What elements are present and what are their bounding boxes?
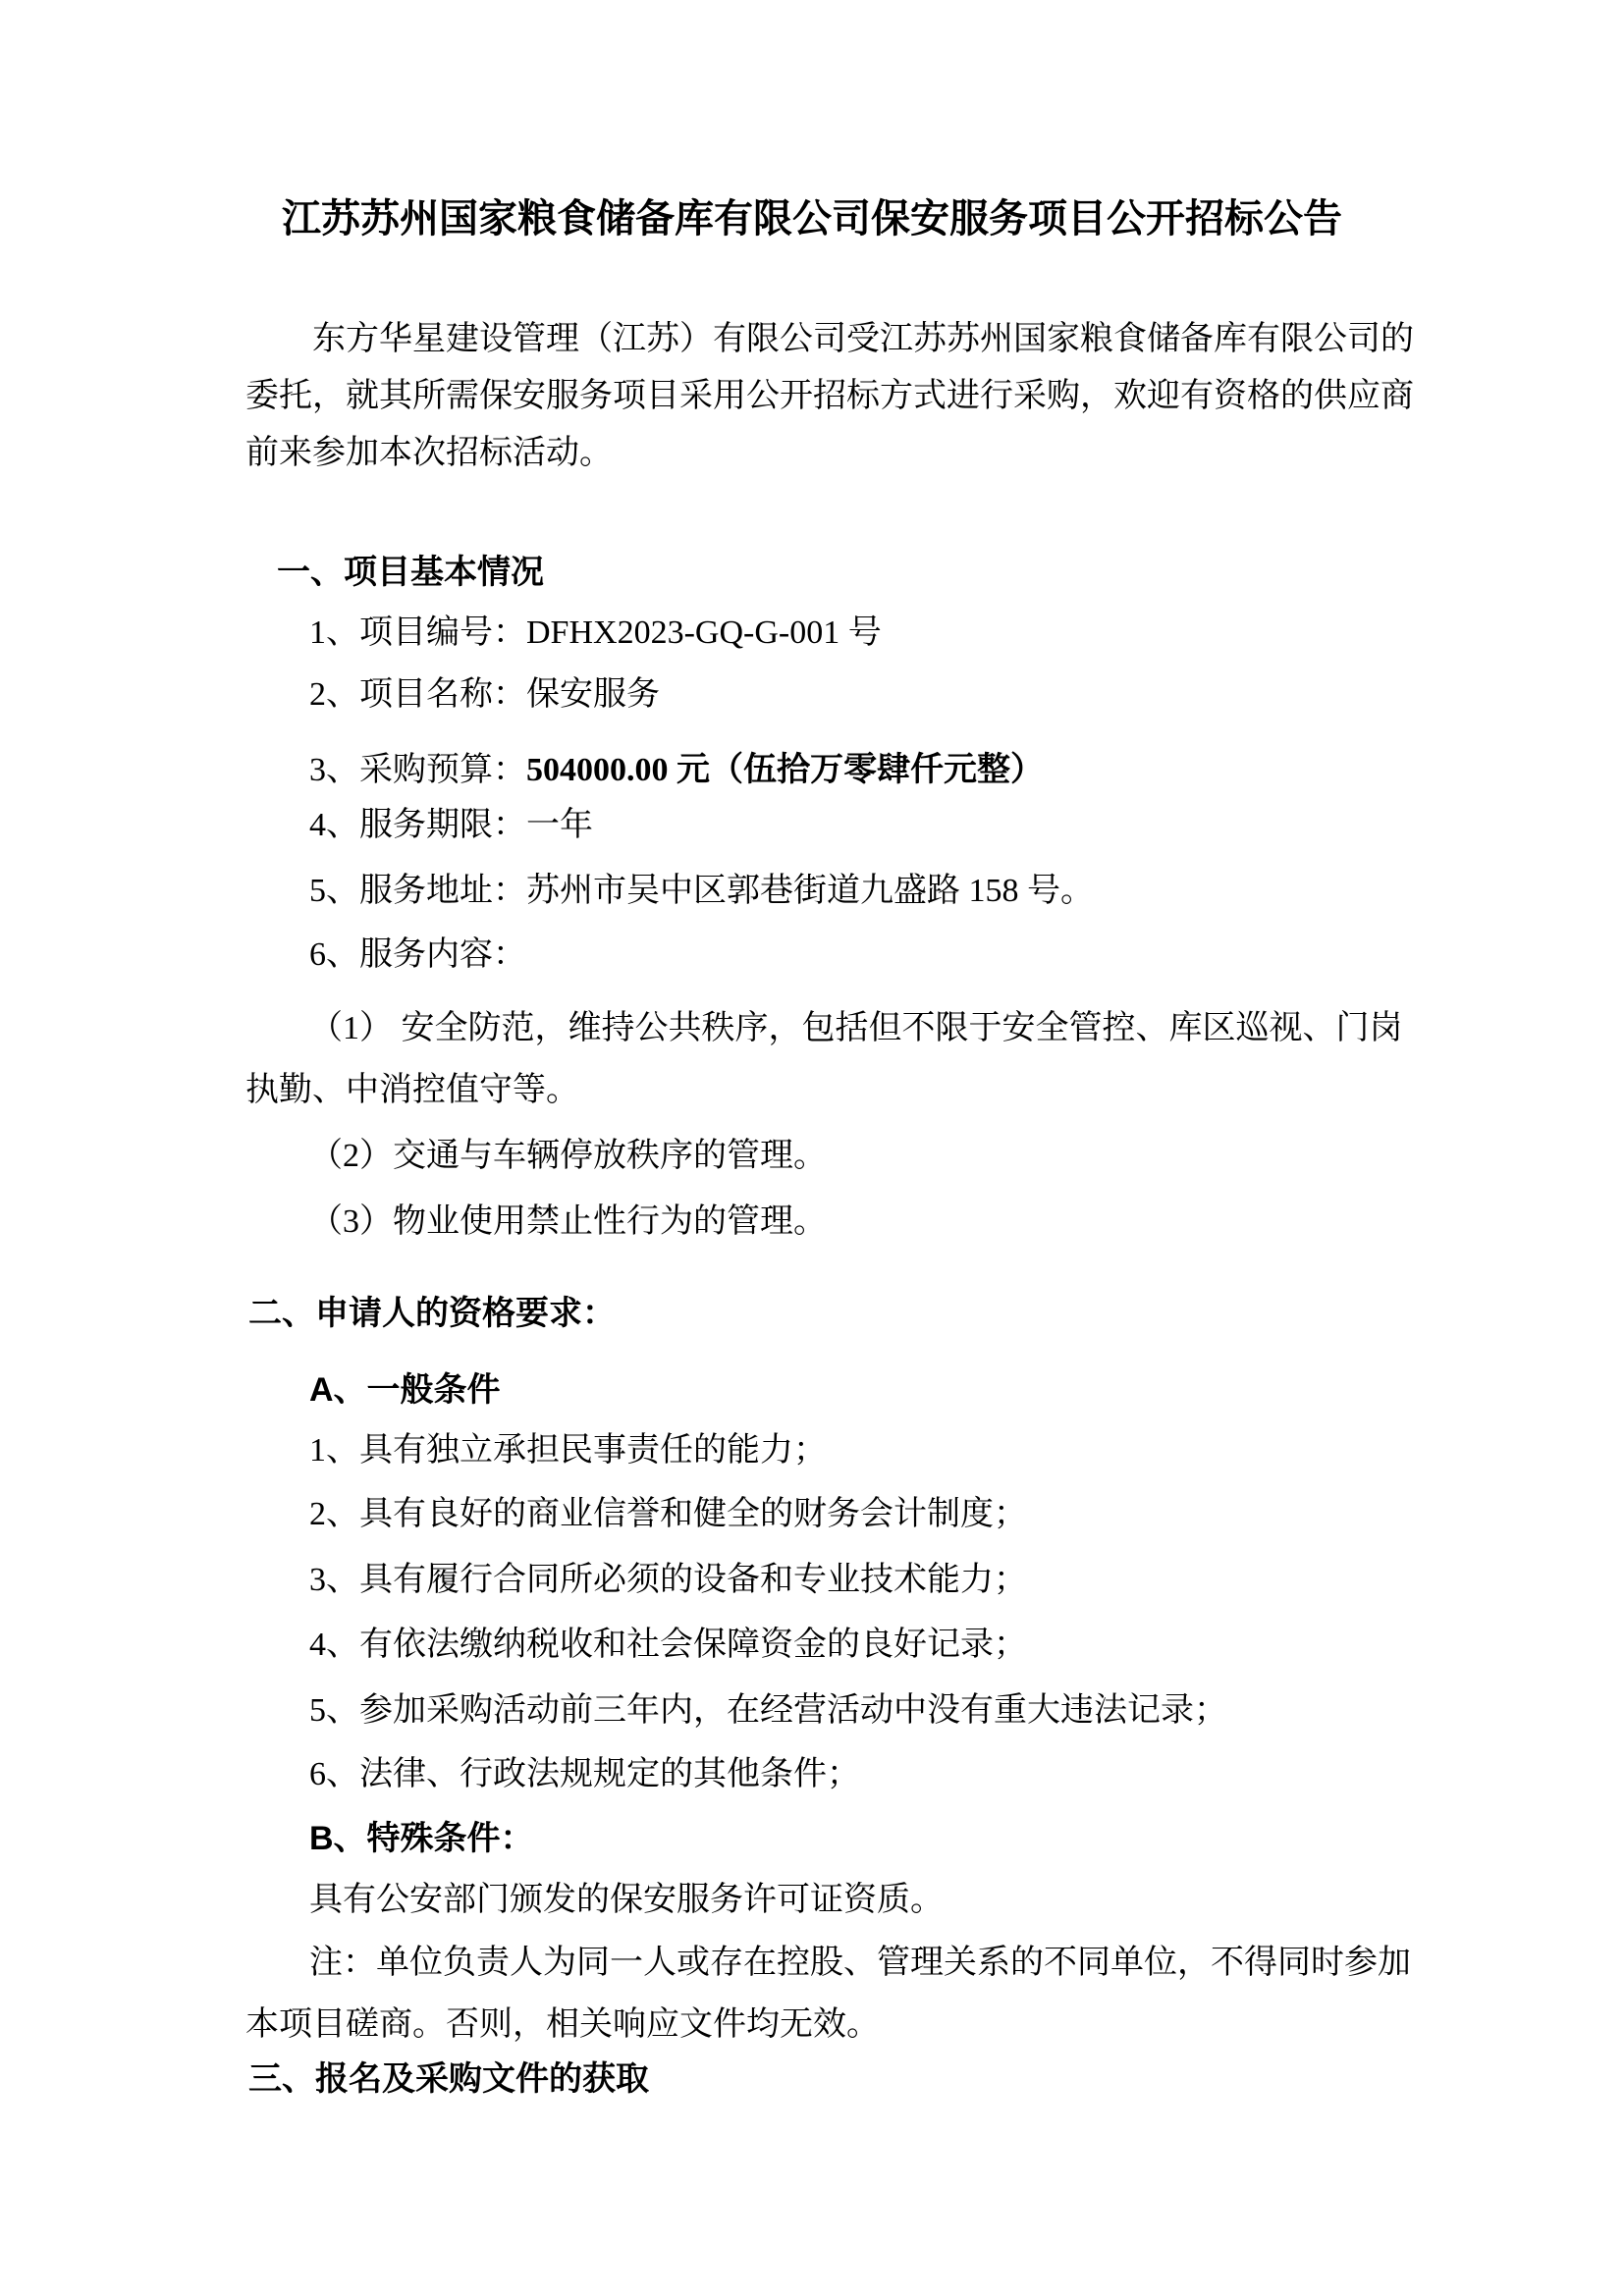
project-name-item: 2、项目名称：保安服务 (309, 676, 660, 713)
document-title: 江苏苏州国家粮食储备库有限公司保安服务项目公开招标公告 (282, 196, 1342, 240)
intro-line: 东方华星建设管理（江苏）有限公司受江苏苏州国家粮食储备库有限公司的 (312, 321, 1414, 357)
general-conditions-heading: A、一般条件 (309, 1371, 501, 1409)
section-3-heading: 三、报名及采购文件的获取 (248, 2060, 649, 2098)
budget-item-value: 504000.00 元（伍拾万零肆仟元整） (526, 752, 1044, 788)
general-condition-item: 6、法律、行政法规规定的其他条件； (309, 1756, 860, 1792)
service-content-detail: （2）交通与车辆停放秩序的管理。 (309, 1138, 827, 1174)
service-content-item: 6、服务内容： (309, 936, 526, 973)
section-1-heading: 一、项目基本情况 (277, 554, 544, 591)
budget-item-label: 3、采购预算： (309, 752, 526, 788)
intro-line: 委托，就其所需保安服务项目采用公开招标方式进行采购，欢迎有资格的供应商 (245, 378, 1414, 414)
service-content-detail: 执勤、中消控值守等。 (245, 1072, 579, 1108)
service-content-detail: （1） 安全防范，维持公共秩序，包括但不限于安全管控、库区巡视、门岗 (309, 1010, 1403, 1046)
general-condition-item: 5、参加采购活动前三年内，在经营活动中没有重大违法记录； (309, 1692, 1227, 1729)
special-condition-requirement: 具有公安部门颁发的保安服务许可证资质。 (309, 1882, 944, 1918)
budget-item (309, 748, 1044, 793)
general-condition-item: 3、具有履行合同所必须的设备和专业技术能力； (309, 1562, 1027, 1598)
service-address-item: 5、服务地址：苏州市吴中区郭巷街道九盛路 158 号。 (309, 873, 1094, 909)
section-2-heading: 二、申请人的资格要求： (248, 1295, 616, 1332)
project-number-item: 1、项目编号：DFHX2023-GQ-G-001 号 (309, 614, 882, 651)
general-condition-item: 1、具有独立承担民事责任的能力； (309, 1432, 827, 1468)
special-conditions-heading: B、特殊条件： (309, 1820, 534, 1857)
service-content-detail: （3）物业使用禁止性行为的管理。 (309, 1203, 827, 1240)
general-condition-item: 2、具有良好的商业信誉和健全的财务会计制度； (309, 1496, 1027, 1532)
note-line: 本项目磋商。否则，相关响应文件均无效。 (245, 2006, 880, 2043)
note-line: 注：单位负责人为同一人或存在控股、管理关系的不同单位，不得同时参加 (309, 1945, 1411, 1981)
service-period-item: 4、服务期限：一年 (309, 807, 593, 843)
general-condition-item: 4、有依法缴纳税收和社会保障资金的良好记录； (309, 1627, 1027, 1663)
intro-line: 前来参加本次招标活动。 (245, 435, 613, 471)
